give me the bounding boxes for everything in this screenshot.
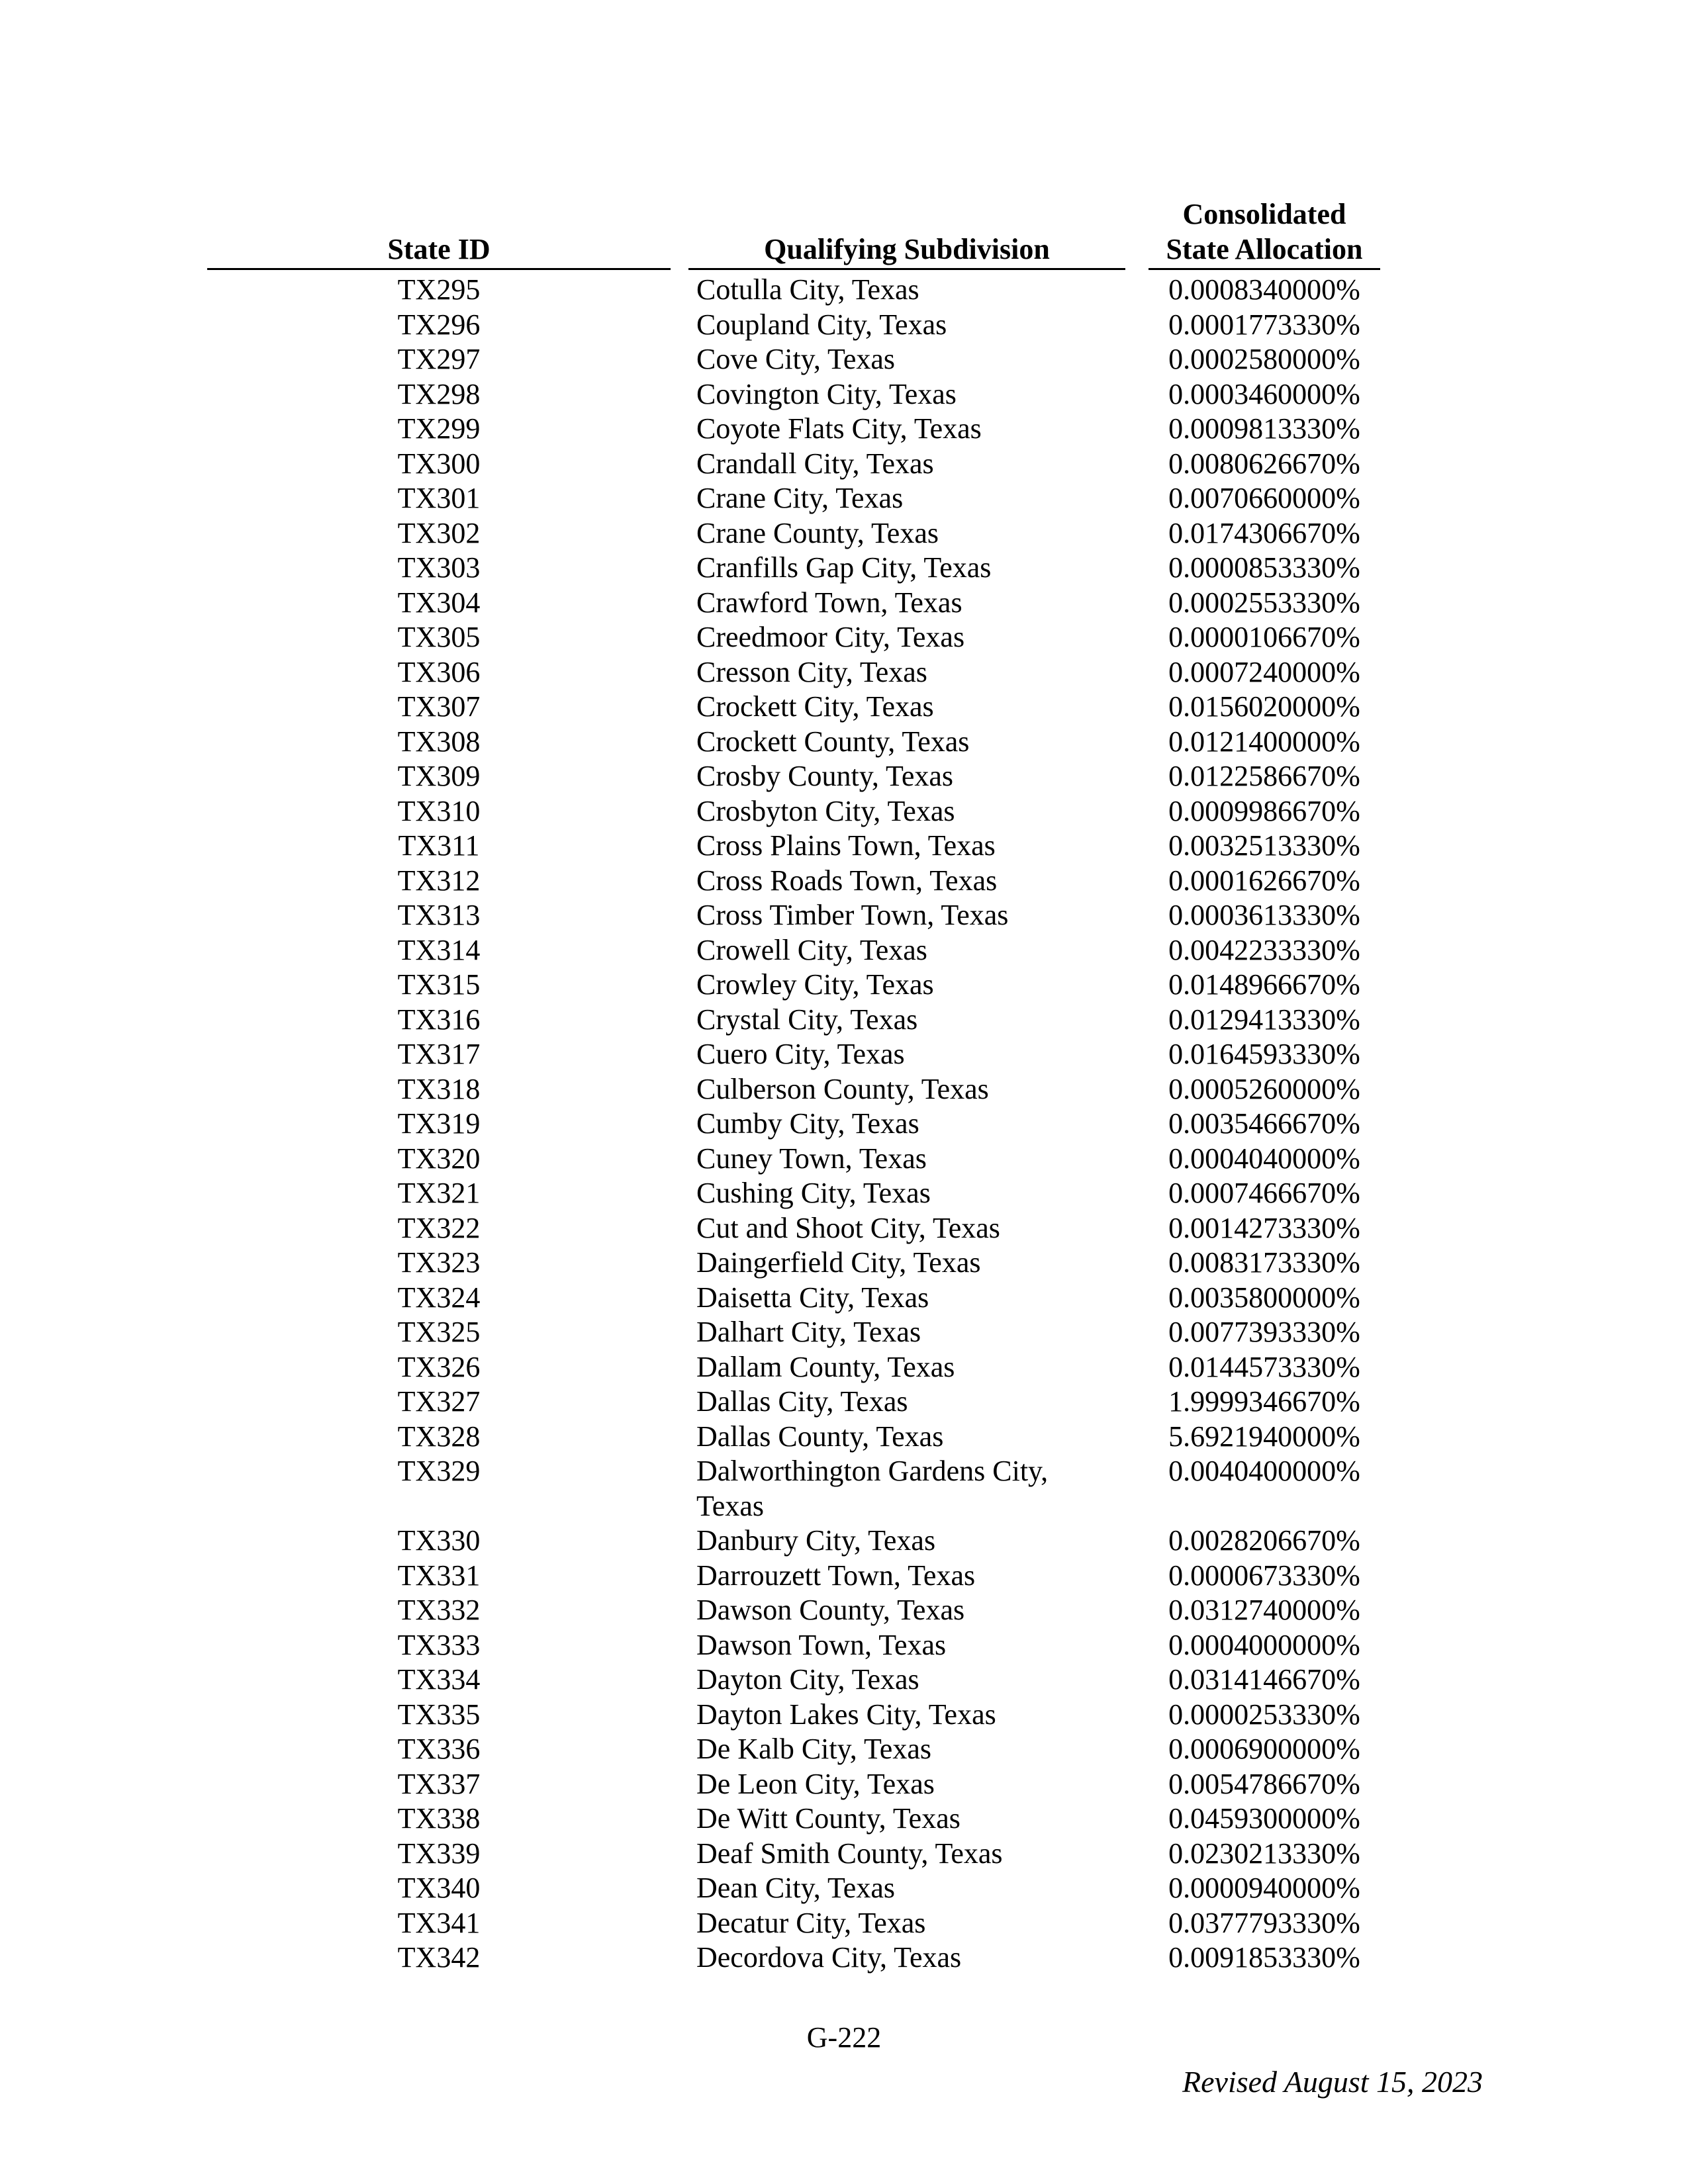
state-id-cell: TX321 bbox=[397, 1177, 481, 1209]
allocation-cell: 0.0004000000% bbox=[1168, 1628, 1360, 1661]
allocation-table-body bbox=[0, 273, 1688, 1976]
subdivision-cell: Dallam County, Texas bbox=[696, 1350, 955, 1383]
table-row bbox=[0, 1107, 1688, 1142]
subdivision-cell: De Witt County, Texas bbox=[696, 1802, 961, 1835]
state-id-cell: TX329 bbox=[397, 1455, 481, 1487]
table-row bbox=[0, 620, 1688, 655]
subdivision-cell: Dawson Town, Texas bbox=[696, 1628, 947, 1661]
table-row bbox=[0, 447, 1688, 482]
state-id-cell: TX311 bbox=[398, 829, 480, 862]
allocation-cell: 0.0000673330% bbox=[1168, 1559, 1360, 1592]
state-id-cell: TX302 bbox=[397, 516, 481, 549]
allocation-cell: 0.0003460000% bbox=[1168, 377, 1360, 410]
subdivision-cell: Crosby County, Texas bbox=[696, 760, 954, 792]
allocation-cell: 0.0129413330% bbox=[1168, 1003, 1360, 1036]
allocation-cell: 0.0070660000% bbox=[1168, 482, 1360, 514]
state-id-cell: TX319 bbox=[397, 1107, 481, 1140]
allocation-cell: 0.0004040000% bbox=[1168, 1142, 1360, 1175]
table-row bbox=[0, 1072, 1688, 1107]
subdivision-cell: Creedmoor City, Texas bbox=[696, 621, 965, 653]
table-row bbox=[0, 1940, 1688, 1976]
state-id-cell: TX299 bbox=[397, 412, 481, 445]
state-id-cell: TX310 bbox=[397, 794, 481, 827]
state-id-cell: TX322 bbox=[397, 1211, 481, 1244]
table-row bbox=[0, 1871, 1688, 1906]
allocation-cell: 0.0091853330% bbox=[1168, 1941, 1360, 1974]
table-row bbox=[0, 1801, 1688, 1837]
state-id-cell: TX297 bbox=[397, 343, 481, 375]
table-row bbox=[0, 1385, 1688, 1420]
table-row bbox=[0, 1315, 1688, 1350]
state-id-cell: TX332 bbox=[397, 1594, 481, 1626]
allocation-cell: 0.0122586670% bbox=[1168, 760, 1360, 792]
table-row bbox=[0, 481, 1688, 516]
header-state-allocation: State Allocation bbox=[1166, 233, 1363, 265]
subdivision-cell: Crane County, Texas bbox=[696, 516, 939, 549]
subdivision-cell: Cove City, Texas bbox=[696, 343, 896, 375]
state-id-cell: TX328 bbox=[397, 1420, 481, 1453]
table-row bbox=[0, 1350, 1688, 1385]
subdivision-cell: Dean City, Texas bbox=[696, 1872, 895, 1904]
table-row bbox=[0, 1037, 1688, 1072]
subdivision-cell: Dayton City, Texas bbox=[696, 1663, 919, 1696]
state-id-cell: TX339 bbox=[397, 1837, 481, 1870]
allocation-cell: 0.0003613330% bbox=[1168, 899, 1360, 931]
allocation-cell: 0.0054786670% bbox=[1168, 1767, 1360, 1800]
state-id-cell: TX334 bbox=[397, 1663, 481, 1696]
subdivision-cell: Crosbyton City, Texas bbox=[696, 794, 955, 827]
subdivision-cell: Cuney Town, Texas bbox=[696, 1142, 927, 1175]
subdivision-cell: Crane City, Texas bbox=[696, 482, 904, 514]
allocation-cell: 0.0174306670% bbox=[1168, 516, 1360, 549]
state-id-cell: TX330 bbox=[397, 1524, 481, 1557]
allocation-cell: 0.0032513330% bbox=[1168, 829, 1360, 862]
table-row bbox=[0, 1662, 1688, 1698]
subdivision-cell: Crandall City, Texas bbox=[696, 447, 934, 480]
subdivision-cell: Cross Plains Town, Texas bbox=[696, 829, 996, 862]
state-id-cell: TX316 bbox=[397, 1003, 481, 1036]
subdivision-cell: Crystal City, Texas bbox=[696, 1003, 918, 1036]
state-id-cell: TX301 bbox=[397, 482, 481, 514]
header-underline-state-id bbox=[207, 268, 671, 270]
table-row bbox=[0, 1628, 1688, 1663]
table-row bbox=[0, 1837, 1688, 1872]
state-id-cell: TX296 bbox=[397, 308, 481, 341]
allocation-cell: 0.0000853330% bbox=[1168, 551, 1360, 584]
table-row bbox=[0, 412, 1688, 447]
state-id-cell: TX340 bbox=[397, 1872, 481, 1904]
subdivision-cell: Cushing City, Texas bbox=[696, 1177, 931, 1209]
allocation-cell: 0.0314146670% bbox=[1168, 1663, 1360, 1696]
allocation-cell: 0.0008340000% bbox=[1168, 273, 1360, 306]
table-row bbox=[0, 1906, 1688, 1941]
table-row bbox=[0, 759, 1688, 794]
header-qualifying-subdivision: Qualifying Subdivision bbox=[764, 233, 1050, 265]
allocation-cell: 0.0312740000% bbox=[1168, 1594, 1360, 1626]
header-underline-subdivision bbox=[688, 268, 1125, 270]
allocation-cell: 0.0001773330% bbox=[1168, 308, 1360, 341]
state-id-cell: TX324 bbox=[397, 1281, 481, 1314]
state-id-cell: TX304 bbox=[397, 586, 481, 619]
allocation-cell: 0.0009813330% bbox=[1168, 412, 1360, 445]
table-row bbox=[0, 1142, 1688, 1177]
allocation-cell: 0.0040400000% bbox=[1168, 1455, 1360, 1487]
allocation-cell: 0.0005260000% bbox=[1168, 1072, 1360, 1105]
allocation-cell: 0.0230213330% bbox=[1168, 1837, 1360, 1870]
state-id-cell: TX337 bbox=[397, 1767, 481, 1800]
subdivision-cell: Cranfills Gap City, Texas bbox=[696, 551, 992, 584]
revision-date: Revised August 15, 2023 bbox=[1182, 2065, 1483, 2099]
subdivision-cell: Crockett County, Texas bbox=[696, 725, 970, 758]
subdivision-cell: Dallas City, Texas bbox=[696, 1385, 908, 1418]
subdivision-cell: Dalworthington Gardens City, Texas bbox=[696, 1455, 1049, 1522]
table-row bbox=[0, 1211, 1688, 1246]
state-id-cell: TX338 bbox=[397, 1802, 481, 1835]
subdivision-cell: Dayton Lakes City, Texas bbox=[696, 1698, 996, 1731]
subdivision-cell: Coupland City, Texas bbox=[696, 308, 947, 341]
table-row bbox=[0, 794, 1688, 829]
allocation-cell: 0.0007466670% bbox=[1168, 1177, 1360, 1209]
header-state-id: State ID bbox=[387, 233, 491, 265]
subdivision-cell: Culberson County, Texas bbox=[696, 1072, 989, 1105]
state-id-cell: TX300 bbox=[397, 447, 481, 480]
allocation-cell: 0.0014273330% bbox=[1168, 1211, 1360, 1244]
subdivision-cell: Covington City, Texas bbox=[696, 377, 957, 410]
allocation-cell: 0.0001626670% bbox=[1168, 864, 1360, 897]
header-consolidated: Consolidated bbox=[1182, 198, 1346, 230]
state-id-cell: TX325 bbox=[397, 1316, 481, 1348]
subdivision-cell: Daingerfield City, Texas bbox=[696, 1246, 981, 1279]
table-row bbox=[0, 1176, 1688, 1211]
table-row bbox=[0, 1732, 1688, 1767]
subdivision-cell: Crowell City, Texas bbox=[696, 933, 927, 966]
allocation-cell: 0.0377793330% bbox=[1168, 1906, 1360, 1939]
subdivision-cell: Crawford Town, Texas bbox=[696, 586, 962, 619]
subdivision-cell: Deaf Smith County, Texas bbox=[696, 1837, 1003, 1870]
allocation-cell: 0.0009986670% bbox=[1168, 794, 1360, 827]
allocation-cell: 1.9999346670% bbox=[1168, 1385, 1360, 1418]
state-id-cell: TX336 bbox=[397, 1733, 481, 1765]
subdivision-cell: Cut and Shoot City, Texas bbox=[696, 1211, 1000, 1244]
state-id-cell: TX335 bbox=[397, 1698, 481, 1731]
state-id-cell: TX333 bbox=[397, 1628, 481, 1661]
allocation-cell: 0.0042233330% bbox=[1168, 933, 1360, 966]
table-row bbox=[0, 308, 1688, 343]
allocation-cell: 0.0000253330% bbox=[1168, 1698, 1360, 1731]
table-row bbox=[0, 829, 1688, 864]
allocation-cell: 0.0035466670% bbox=[1168, 1107, 1360, 1140]
state-id-cell: TX331 bbox=[397, 1559, 481, 1592]
subdivision-cell: Darrouzett Town, Texas bbox=[696, 1559, 976, 1592]
table-row bbox=[0, 1281, 1688, 1316]
allocation-cell: 0.0000940000% bbox=[1168, 1872, 1360, 1904]
table-row bbox=[0, 586, 1688, 621]
subdivision-cell: Crockett City, Texas bbox=[696, 690, 934, 723]
table-row bbox=[0, 864, 1688, 899]
state-id-cell: TX308 bbox=[397, 725, 481, 758]
state-id-cell: TX313 bbox=[397, 899, 481, 931]
allocation-cell: 0.0080626670% bbox=[1168, 447, 1360, 480]
table-row bbox=[0, 898, 1688, 933]
state-id-cell: TX315 bbox=[397, 968, 481, 1001]
table-row bbox=[0, 655, 1688, 690]
table-row bbox=[0, 1559, 1688, 1594]
state-id-cell: TX342 bbox=[397, 1941, 481, 1974]
allocation-cell: 0.0002580000% bbox=[1168, 343, 1360, 375]
state-id-cell: TX326 bbox=[397, 1350, 481, 1383]
table-row bbox=[0, 516, 1688, 551]
state-id-cell: TX318 bbox=[397, 1072, 481, 1105]
table-row bbox=[0, 273, 1688, 308]
table-row bbox=[0, 1698, 1688, 1733]
state-id-cell: TX303 bbox=[397, 551, 481, 584]
table-row bbox=[0, 725, 1688, 760]
subdivision-cell: Danbury City, Texas bbox=[696, 1524, 936, 1557]
state-id-cell: TX341 bbox=[397, 1906, 481, 1939]
allocation-cell: 0.0006900000% bbox=[1168, 1733, 1360, 1765]
table-row bbox=[0, 1454, 1688, 1524]
subdivision-cell: Cross Roads Town, Texas bbox=[696, 864, 998, 897]
table-row bbox=[0, 1420, 1688, 1455]
allocation-cell: 0.0144573330% bbox=[1168, 1350, 1360, 1383]
subdivision-cell: De Leon City, Texas bbox=[696, 1767, 935, 1800]
subdivision-cell: Daisetta City, Texas bbox=[696, 1281, 929, 1314]
table-row bbox=[0, 1246, 1688, 1281]
allocation-cell: 0.0121400000% bbox=[1168, 725, 1360, 758]
table-row bbox=[0, 551, 1688, 586]
subdivision-cell: Dallas County, Texas bbox=[696, 1420, 944, 1453]
table-row bbox=[0, 1593, 1688, 1628]
state-id-cell: TX309 bbox=[397, 760, 481, 792]
state-id-cell: TX298 bbox=[397, 377, 481, 410]
state-id-cell: TX317 bbox=[397, 1038, 481, 1070]
allocation-cell: 5.6921940000% bbox=[1168, 1420, 1360, 1453]
allocation-cell: 0.0035800000% bbox=[1168, 1281, 1360, 1314]
state-id-cell: TX320 bbox=[397, 1142, 481, 1175]
table-row bbox=[0, 968, 1688, 1003]
table-row bbox=[0, 1003, 1688, 1038]
state-id-cell: TX295 bbox=[397, 273, 481, 306]
subdivision-cell: Cumby City, Texas bbox=[696, 1107, 919, 1140]
subdivision-cell: Cresson City, Texas bbox=[696, 655, 927, 688]
table-row bbox=[0, 1767, 1688, 1802]
allocation-cell: 0.0459300000% bbox=[1168, 1802, 1360, 1835]
subdivision-cell: Coyote Flats City, Texas bbox=[696, 412, 982, 445]
table-row bbox=[0, 342, 1688, 377]
state-id-cell: TX312 bbox=[397, 864, 481, 897]
state-id-cell: TX306 bbox=[397, 655, 481, 688]
state-id-cell: TX323 bbox=[397, 1246, 481, 1279]
subdivision-cell: Cuero City, Texas bbox=[696, 1038, 905, 1070]
header-underline-allocation bbox=[1149, 268, 1380, 270]
subdivision-cell: Dawson County, Texas bbox=[696, 1594, 965, 1626]
allocation-cell: 0.0077393330% bbox=[1168, 1316, 1360, 1348]
subdivision-cell: Crowley City, Texas bbox=[696, 968, 934, 1001]
subdivision-cell: Decatur City, Texas bbox=[696, 1906, 926, 1939]
subdivision-cell: Decordova City, Texas bbox=[696, 1941, 962, 1974]
allocation-cell: 0.0002553330% bbox=[1168, 586, 1360, 619]
table-row bbox=[0, 690, 1688, 725]
table-row bbox=[0, 1524, 1688, 1559]
subdivision-cell: Cotulla City, Texas bbox=[696, 273, 919, 306]
page-number: G-222 bbox=[806, 2021, 882, 2054]
table-row bbox=[0, 377, 1688, 412]
subdivision-cell: Dalhart City, Texas bbox=[696, 1316, 921, 1348]
state-id-cell: TX327 bbox=[397, 1385, 481, 1418]
subdivision-cell: Cross Timber Town, Texas bbox=[696, 899, 1009, 931]
allocation-cell: 0.0000106670% bbox=[1168, 621, 1360, 653]
allocation-cell: 0.0028206670% bbox=[1168, 1524, 1360, 1557]
table-row bbox=[0, 933, 1688, 968]
allocation-cell: 0.0156020000% bbox=[1168, 690, 1360, 723]
allocation-cell: 0.0164593330% bbox=[1168, 1038, 1360, 1070]
state-id-cell: TX307 bbox=[397, 690, 481, 723]
state-id-cell: TX305 bbox=[397, 621, 481, 653]
state-id-cell: TX314 bbox=[397, 933, 481, 966]
allocation-cell: 0.0148966670% bbox=[1168, 968, 1360, 1001]
allocation-cell: 0.0083173330% bbox=[1168, 1246, 1360, 1279]
subdivision-cell: De Kalb City, Texas bbox=[696, 1733, 931, 1765]
allocation-cell: 0.0007240000% bbox=[1168, 655, 1360, 688]
